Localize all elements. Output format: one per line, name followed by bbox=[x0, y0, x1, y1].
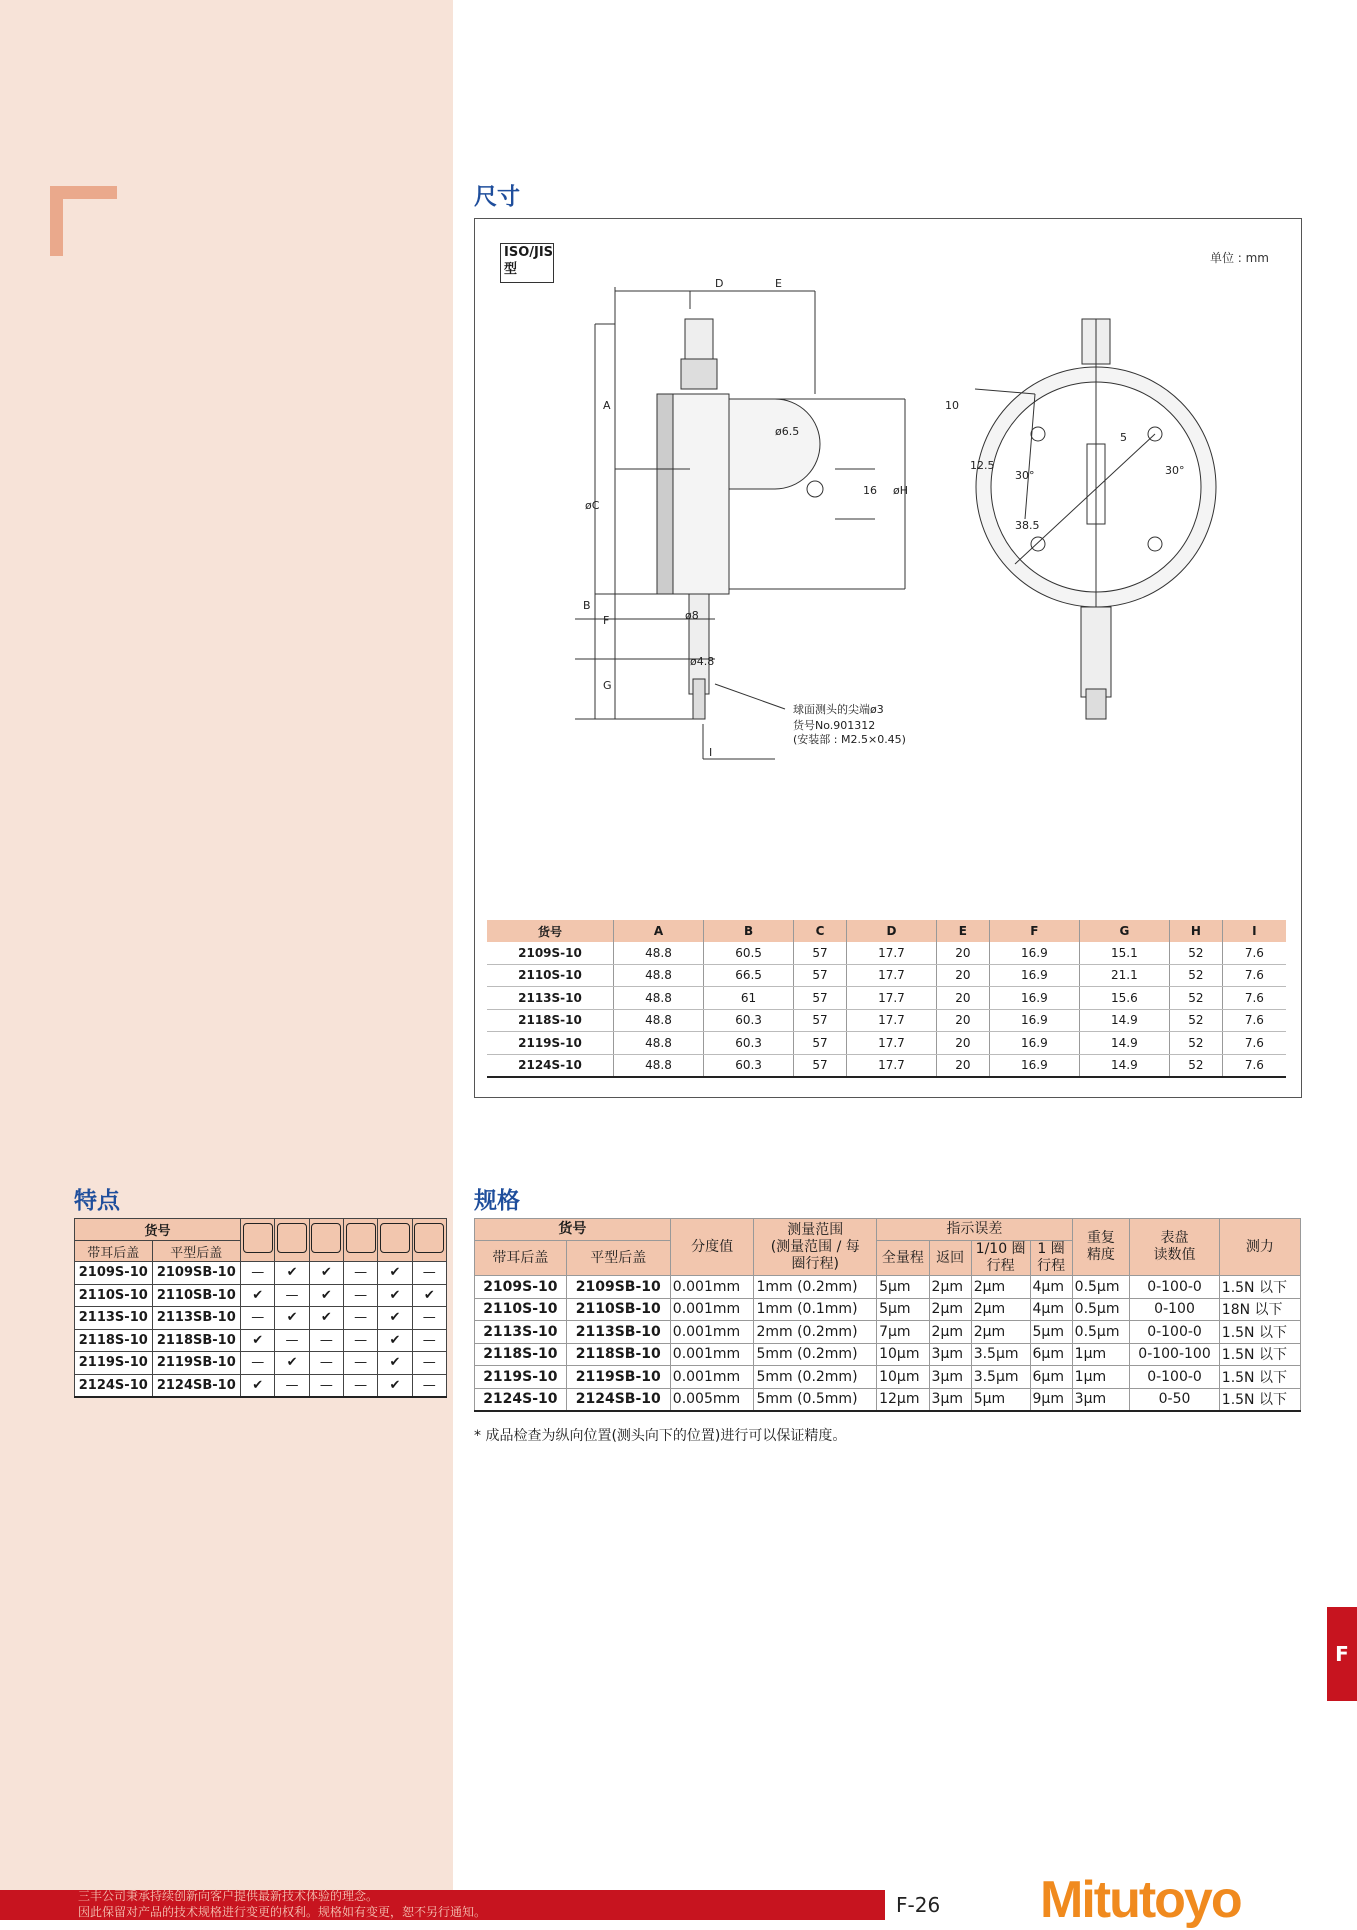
table-cell: 2118S-10 bbox=[475, 1343, 567, 1366]
table-cell: 17.7 bbox=[846, 964, 936, 987]
table-row bbox=[487, 1032, 1286, 1055]
table-cell: 3μm bbox=[1072, 1388, 1130, 1411]
table-cell: 2μm bbox=[971, 1276, 1030, 1299]
table-cell: 2109SB-10 bbox=[566, 1276, 670, 1299]
table-cell: 0.5μm bbox=[1072, 1298, 1130, 1321]
dial-icon bbox=[277, 1223, 307, 1253]
table-cell: 3.5μm bbox=[971, 1366, 1030, 1389]
table-cell: 52 bbox=[1169, 942, 1222, 964]
table-cell: 10μm bbox=[877, 1343, 929, 1366]
table-cell: 3μm bbox=[929, 1388, 971, 1411]
iso-jis-label: ISO/JIS 型 bbox=[500, 243, 554, 283]
label-phic: øC bbox=[585, 499, 600, 512]
table-cell: 16.9 bbox=[989, 1054, 1079, 1077]
table-cell: 5μm bbox=[971, 1388, 1030, 1411]
spec-dial-header: 表盘 读数值 bbox=[1130, 1219, 1220, 1276]
table-cell: 14.9 bbox=[1079, 1054, 1169, 1077]
feature-mark: ✔ bbox=[309, 1307, 343, 1330]
label-16: 16 bbox=[863, 484, 877, 497]
table-cell: 20 bbox=[936, 942, 989, 964]
feature-mark: — bbox=[412, 1307, 446, 1330]
table-cell: 7.6 bbox=[1222, 964, 1286, 987]
table-cell: 7.6 bbox=[1222, 1032, 1286, 1055]
table-cell: 2119S-10 bbox=[475, 1366, 567, 1389]
table-cell: 2113SB-10 bbox=[566, 1321, 670, 1344]
dial-icon bbox=[414, 1223, 444, 1253]
table-cell: 52 bbox=[1169, 964, 1222, 987]
section-tab-f[interactable]: F bbox=[1327, 1607, 1357, 1701]
features-table bbox=[74, 1218, 447, 1398]
model-cell: 2109S-10 bbox=[75, 1262, 153, 1285]
feature-mark: ✔ bbox=[378, 1262, 412, 1285]
spec-tenth-header: 1/10 圈 行程 bbox=[971, 1241, 1030, 1276]
table-row bbox=[475, 1343, 1301, 1366]
table-cell: 3μm bbox=[929, 1366, 971, 1389]
specs-title: 规格 bbox=[474, 1188, 520, 1214]
table-cell: 21.1 bbox=[1079, 964, 1169, 987]
table-cell: 1μm bbox=[1072, 1343, 1130, 1366]
feature-mark: ✔ bbox=[309, 1262, 343, 1285]
label-phi48: ø4.8 bbox=[690, 655, 715, 668]
spec-range-header: 测量范围 (测量范围 / 每 圈行程) bbox=[754, 1219, 877, 1276]
table-cell: 1μm bbox=[1072, 1366, 1130, 1389]
table-cell: 48.8 bbox=[614, 1009, 704, 1032]
feature-mark: ✔ bbox=[241, 1284, 275, 1307]
table-cell: 57 bbox=[794, 1054, 847, 1077]
feature-mark: — bbox=[275, 1329, 309, 1352]
feature-mark: ✔ bbox=[275, 1262, 309, 1285]
col-a: A bbox=[614, 920, 704, 942]
table-cell: 16.9 bbox=[989, 964, 1079, 987]
table-cell: 2119S-10 bbox=[487, 1032, 614, 1055]
label-30b: 30° bbox=[1165, 464, 1185, 477]
feature-mark: — bbox=[412, 1329, 446, 1352]
table-cell: 0.001mm bbox=[670, 1321, 754, 1344]
table-cell: 0.5μm bbox=[1072, 1321, 1130, 1344]
table-cell: 52 bbox=[1169, 1032, 1222, 1055]
footer-line-1: 三丰公司秉承持续创新向客户提供最新技术体验的理念。 bbox=[78, 1889, 379, 1903]
table-cell: 17.7 bbox=[846, 1009, 936, 1032]
table-cell: 0.001mm bbox=[670, 1343, 754, 1366]
model-cell: 2113SB-10 bbox=[152, 1307, 241, 1330]
model-cell: 2124S-10 bbox=[75, 1374, 153, 1397]
model-cell: 2109SB-10 bbox=[152, 1262, 241, 1285]
table-cell: 14.9 bbox=[1079, 1032, 1169, 1055]
label-125: 12.5 bbox=[970, 459, 995, 472]
feature-mark: — bbox=[412, 1352, 446, 1375]
table-row bbox=[475, 1276, 1301, 1299]
table-cell: 1.5N 以下 bbox=[1219, 1388, 1300, 1411]
corner-mark-vertical bbox=[50, 186, 63, 256]
feature-mark: ✔ bbox=[378, 1352, 412, 1375]
table-cell: 2110S-10 bbox=[487, 964, 614, 987]
table-cell: 1.5N 以下 bbox=[1219, 1366, 1300, 1389]
col-d: D bbox=[846, 920, 936, 942]
specs-note: * 成品检查为纵向位置(测头向下的位置)进行可以保证精度。 bbox=[474, 1428, 847, 1444]
table-cell: 1.5N 以下 bbox=[1219, 1276, 1300, 1299]
feature-mark: — bbox=[309, 1352, 343, 1375]
table-row bbox=[487, 987, 1286, 1010]
table-cell: 20 bbox=[936, 964, 989, 987]
table-row bbox=[487, 942, 1286, 964]
table-cell: 52 bbox=[1169, 1054, 1222, 1077]
label-e: E bbox=[775, 277, 782, 290]
table-cell: 0-50 bbox=[1130, 1388, 1220, 1411]
model-cell: 2124SB-10 bbox=[152, 1374, 241, 1397]
table-cell: 0-100-0 bbox=[1130, 1276, 1220, 1299]
table-cell: 0.001mm bbox=[670, 1366, 754, 1389]
col-i: I bbox=[1222, 920, 1286, 942]
label-phi8: ø8 bbox=[685, 609, 699, 622]
table-cell: 5mm (0.5mm) bbox=[754, 1388, 877, 1411]
table-cell: 60.3 bbox=[704, 1009, 794, 1032]
table-cell: 57 bbox=[794, 942, 847, 964]
table-cell: 1mm (0.2mm) bbox=[754, 1276, 877, 1299]
feature-mark: — bbox=[343, 1262, 377, 1285]
label-30a: 30° bbox=[1015, 469, 1035, 482]
scale-icon bbox=[311, 1223, 341, 1253]
table-cell: 5μm bbox=[877, 1276, 929, 1299]
table-row bbox=[475, 1388, 1301, 1411]
table-row bbox=[475, 1298, 1301, 1321]
table-cell: 6μm bbox=[1030, 1343, 1072, 1366]
table-cell: 2109S-10 bbox=[487, 942, 614, 964]
table-cell: 2μm bbox=[971, 1298, 1030, 1321]
table-cell: 7.6 bbox=[1222, 1054, 1286, 1077]
col-e: E bbox=[936, 920, 989, 942]
table-cell: 0-100-0 bbox=[1130, 1321, 1220, 1344]
table-cell: 1.5N 以下 bbox=[1219, 1321, 1300, 1344]
table-cell: 16.9 bbox=[989, 1032, 1079, 1055]
feature-mark: ✔ bbox=[378, 1307, 412, 1330]
label-phi65: ø6.5 bbox=[775, 425, 800, 438]
table-cell: 7μm bbox=[877, 1321, 929, 1344]
table-cell: 16.9 bbox=[989, 987, 1079, 1010]
model-cell: 2113S-10 bbox=[75, 1307, 153, 1330]
spec-full-header: 全量程 bbox=[877, 1241, 929, 1276]
spec-ear-header: 带耳后盖 bbox=[475, 1241, 567, 1276]
features-title: 特点 bbox=[74, 1188, 120, 1214]
feature-mark: — bbox=[241, 1352, 275, 1375]
table-cell: 57 bbox=[794, 1032, 847, 1055]
table-cell: 66.5 bbox=[704, 964, 794, 987]
table-cell: 4μm bbox=[1030, 1276, 1072, 1299]
table-row bbox=[75, 1329, 447, 1352]
features-model-header: 货号 bbox=[75, 1219, 241, 1241]
table-cell: 2μm bbox=[929, 1321, 971, 1344]
feature-mark: — bbox=[241, 1307, 275, 1330]
table-cell: 60.5 bbox=[704, 942, 794, 964]
table-cell: 2μm bbox=[929, 1298, 971, 1321]
feature-mark: — bbox=[343, 1307, 377, 1330]
feature-mark: ✔ bbox=[275, 1307, 309, 1330]
table-cell: 0.001mm bbox=[670, 1276, 754, 1299]
table-cell: 9μm bbox=[1030, 1388, 1072, 1411]
feature-mark: — bbox=[309, 1374, 343, 1397]
label-f: F bbox=[603, 614, 610, 627]
table-cell: 0-100-100 bbox=[1130, 1343, 1220, 1366]
label-10: 10 bbox=[945, 399, 959, 412]
table-cell: 17.7 bbox=[846, 987, 936, 1010]
table-cell: 2118SB-10 bbox=[566, 1343, 670, 1366]
table-cell: 0.001mm bbox=[670, 1298, 754, 1321]
col-h: H bbox=[1169, 920, 1222, 942]
label-d: D bbox=[715, 277, 724, 290]
spec-force-header: 测力 bbox=[1219, 1219, 1300, 1276]
table-cell: 16.9 bbox=[989, 1009, 1079, 1032]
feature-mark: — bbox=[241, 1262, 275, 1285]
feature-mark: ✔ bbox=[241, 1329, 275, 1352]
col-g: G bbox=[1079, 920, 1169, 942]
table-cell: 48.8 bbox=[614, 987, 704, 1010]
dial-gauge-drawing bbox=[475, 219, 1301, 759]
feature-mark: ✔ bbox=[309, 1284, 343, 1307]
table-cell: 16.9 bbox=[989, 942, 1079, 964]
spec-rep-header: 重复 精度 bbox=[1072, 1219, 1130, 1276]
table-cell: 5μm bbox=[877, 1298, 929, 1321]
table-row bbox=[487, 964, 1286, 987]
feature-mark: — bbox=[275, 1284, 309, 1307]
feature-mark: ✔ bbox=[412, 1284, 446, 1307]
col-model: 货号 bbox=[487, 920, 614, 942]
tip-note-3: (安装部 : M2.5×0.45) bbox=[793, 733, 906, 746]
table-cell: 2124S-10 bbox=[475, 1388, 567, 1411]
table-cell: 2124S-10 bbox=[487, 1054, 614, 1077]
table-cell: 5mm (0.2mm) bbox=[754, 1343, 877, 1366]
feature-mark: ✔ bbox=[378, 1374, 412, 1397]
table-row bbox=[487, 1009, 1286, 1032]
dial-icon bbox=[243, 1223, 273, 1253]
table-cell: 1mm (0.1mm) bbox=[754, 1298, 877, 1321]
tip-note-1: 球面测头的尖端ø3 bbox=[793, 703, 884, 716]
table-cell: 12μm bbox=[877, 1388, 929, 1411]
table-cell: 2113S-10 bbox=[475, 1321, 567, 1344]
sub-ear: 带耳后盖 bbox=[75, 1241, 153, 1262]
table-row bbox=[75, 1262, 447, 1285]
table-cell: 48.8 bbox=[614, 1032, 704, 1055]
table-cell: 52 bbox=[1169, 987, 1222, 1010]
table-cell: 52 bbox=[1169, 1009, 1222, 1032]
page-number: F-26 bbox=[896, 1893, 941, 1917]
brand-logo: Mitutoyo bbox=[1040, 1871, 1241, 1929]
feature-mark: — bbox=[343, 1284, 377, 1307]
table-cell: 20 bbox=[936, 1054, 989, 1077]
label-b: B bbox=[583, 599, 591, 612]
feature-mark: ✔ bbox=[378, 1284, 412, 1307]
specs-table bbox=[474, 1218, 1301, 1412]
spec-ret-header: 返回 bbox=[929, 1241, 971, 1276]
table-cell: 15.6 bbox=[1079, 987, 1169, 1010]
sidebar-band bbox=[0, 0, 453, 1890]
table-cell: 20 bbox=[936, 1032, 989, 1055]
table-cell: 48.8 bbox=[614, 964, 704, 987]
spec-model-header: 货号 bbox=[475, 1219, 671, 1241]
table-cell: 60.3 bbox=[704, 1054, 794, 1077]
spec-flat-header: 平型后盖 bbox=[566, 1241, 670, 1276]
table-cell: 15.1 bbox=[1079, 942, 1169, 964]
table-row bbox=[75, 1307, 447, 1330]
table-cell: 7.6 bbox=[1222, 987, 1286, 1010]
unit-label: 单位 : mm bbox=[1209, 251, 1269, 265]
table-row bbox=[75, 1352, 447, 1375]
table-cell: 4μm bbox=[1030, 1298, 1072, 1321]
table-cell: 2119SB-10 bbox=[566, 1366, 670, 1389]
table-cell: 0-100 bbox=[1130, 1298, 1220, 1321]
table-cell: 2110S-10 bbox=[475, 1298, 567, 1321]
table-cell: 14.9 bbox=[1079, 1009, 1169, 1032]
table-row bbox=[75, 1374, 447, 1397]
table-cell: 57 bbox=[794, 1009, 847, 1032]
table-cell: 2μm bbox=[971, 1321, 1030, 1344]
feature-mark: — bbox=[343, 1352, 377, 1375]
table-cell: 17.7 bbox=[846, 942, 936, 964]
label-phih: øH bbox=[893, 484, 909, 497]
diamond-icon bbox=[380, 1223, 410, 1253]
table-cell: 7.6 bbox=[1222, 942, 1286, 964]
table-cell: 60.3 bbox=[704, 1032, 794, 1055]
table-cell: 2113S-10 bbox=[487, 987, 614, 1010]
col-c: C bbox=[794, 920, 847, 942]
feature-mark: ✔ bbox=[275, 1352, 309, 1375]
label-a: A bbox=[603, 399, 611, 412]
table-cell: 2109S-10 bbox=[475, 1276, 567, 1299]
col-b: B bbox=[704, 920, 794, 942]
footer-line-2: 因此保留对产品的技术规格进行变更的权利。规格如有变更，恕不另行通知。 bbox=[78, 1905, 487, 1919]
feature-mark: — bbox=[343, 1374, 377, 1397]
table-cell: 2124SB-10 bbox=[566, 1388, 670, 1411]
table-cell: 20 bbox=[936, 1009, 989, 1032]
table-row bbox=[475, 1366, 1301, 1389]
table-cell: 17.7 bbox=[846, 1032, 936, 1055]
label-5: 5 bbox=[1120, 431, 1127, 444]
model-cell: 2118SB-10 bbox=[152, 1329, 241, 1352]
feature-mark: — bbox=[309, 1329, 343, 1352]
table-cell: 5mm (0.2mm) bbox=[754, 1366, 877, 1389]
footer-text bbox=[78, 1888, 486, 1920]
feature-mark: ✔ bbox=[378, 1329, 412, 1352]
model-cell: 2119SB-10 bbox=[152, 1352, 241, 1375]
table-cell: 2110SB-10 bbox=[566, 1298, 670, 1321]
table-cell: 57 bbox=[794, 987, 847, 1010]
spec-grad-header: 分度值 bbox=[670, 1219, 754, 1276]
dimensions-panel bbox=[474, 218, 1302, 1098]
table-cell: 48.8 bbox=[614, 1054, 704, 1077]
table-cell: 0-100-0 bbox=[1130, 1366, 1220, 1389]
table-cell: 3.5μm bbox=[971, 1343, 1030, 1366]
table-cell: 2mm (0.2mm) bbox=[754, 1321, 877, 1344]
table-cell: 6μm bbox=[1030, 1366, 1072, 1389]
table-cell: 57 bbox=[794, 964, 847, 987]
table-cell: 0.005mm bbox=[670, 1388, 754, 1411]
table-cell: 1.5N 以下 bbox=[1219, 1343, 1300, 1366]
table-cell: 5μm bbox=[1030, 1321, 1072, 1344]
dimensions-table bbox=[487, 920, 1286, 1078]
table-cell: 17.7 bbox=[846, 1054, 936, 1077]
table-cell: 20 bbox=[936, 987, 989, 1010]
dimensions-title: 尺寸 bbox=[474, 184, 520, 210]
stop-icon bbox=[346, 1223, 376, 1253]
table-cell: 2μm bbox=[929, 1276, 971, 1299]
table-cell: 2118S-10 bbox=[487, 1009, 614, 1032]
model-cell: 2119S-10 bbox=[75, 1352, 153, 1375]
tip-note-2: 货号No.901312 bbox=[793, 719, 876, 732]
col-f: F bbox=[989, 920, 1079, 942]
table-row bbox=[487, 1054, 1286, 1077]
feature-mark: ✔ bbox=[241, 1374, 275, 1397]
model-cell: 2118S-10 bbox=[75, 1329, 153, 1352]
table-cell: 7.6 bbox=[1222, 1009, 1286, 1032]
model-cell: 2110S-10 bbox=[75, 1284, 153, 1307]
label-385: 38.5 bbox=[1015, 519, 1040, 532]
table-cell: 3μm bbox=[929, 1343, 971, 1366]
feature-mark: — bbox=[275, 1374, 309, 1397]
table-cell: 48.8 bbox=[614, 942, 704, 964]
feature-mark: — bbox=[412, 1374, 446, 1397]
feature-mark: — bbox=[343, 1329, 377, 1352]
label-i: I bbox=[709, 746, 713, 759]
table-cell: 10μm bbox=[877, 1366, 929, 1389]
table-cell: 18N 以下 bbox=[1219, 1298, 1300, 1321]
spec-one-header: 1 圈 行程 bbox=[1030, 1241, 1072, 1276]
table-row bbox=[75, 1284, 447, 1307]
model-cell: 2110SB-10 bbox=[152, 1284, 241, 1307]
table-cell: 0.5μm bbox=[1072, 1276, 1130, 1299]
table-row bbox=[475, 1321, 1301, 1344]
feature-mark: — bbox=[412, 1262, 446, 1285]
spec-error-header: 指示误差 bbox=[877, 1219, 1073, 1241]
label-g: G bbox=[603, 679, 612, 692]
sub-flat: 平型后盖 bbox=[152, 1241, 241, 1262]
table-cell: 61 bbox=[704, 987, 794, 1010]
